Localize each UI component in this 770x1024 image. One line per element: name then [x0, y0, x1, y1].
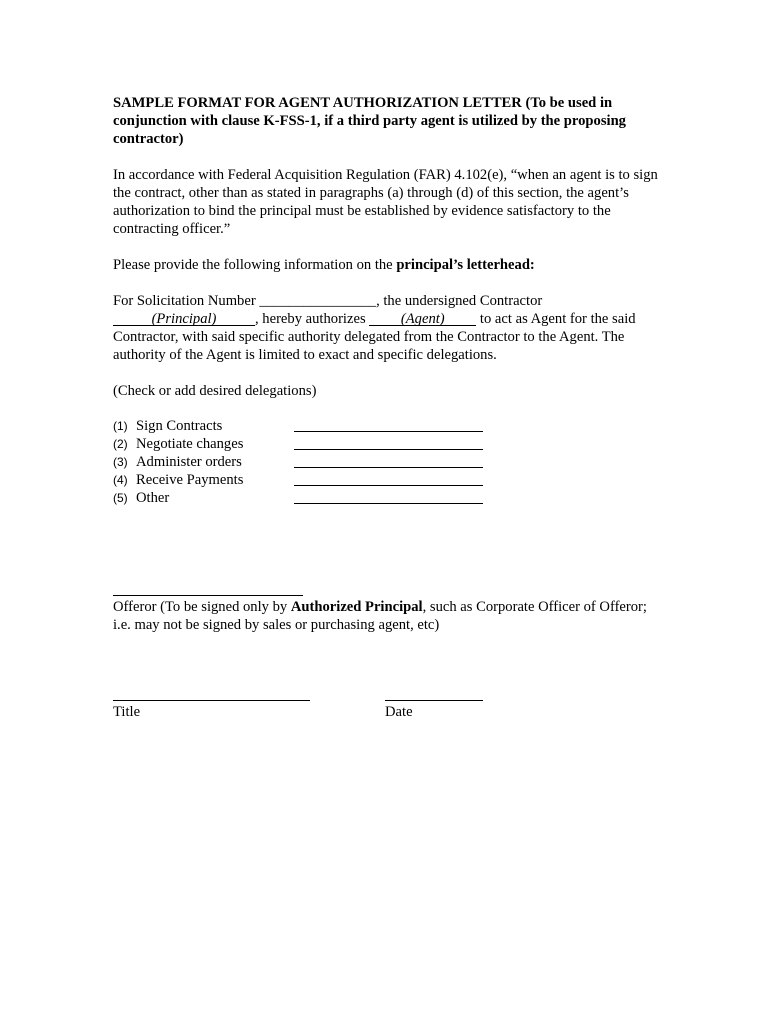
principal-blank: (Principal): [113, 310, 255, 328]
letterhead-instruction: [113, 256, 658, 274]
check-instruction: (Check or add desired delegations): [113, 383, 317, 399]
offeror-prefix: Offeror (To be signed only by: [113, 599, 291, 615]
delegation-blank-line: [294, 503, 483, 504]
delegation-label: Negotiate changes: [136, 436, 244, 452]
delegation-blank-line: [294, 431, 483, 432]
date-label: Date: [385, 704, 413, 720]
date-signature-line: [385, 686, 483, 701]
offeror-signature-block: [113, 577, 658, 634]
delegation-number: (2): [113, 437, 128, 451]
delegation-number: (4): [113, 473, 128, 487]
delegation-number: (1): [113, 419, 128, 433]
delegation-blank-line: [294, 449, 483, 450]
solicitation-paragraph: [113, 292, 658, 364]
delegation-item: [113, 489, 658, 507]
offeror-caption: [113, 598, 658, 634]
title-date-block: [113, 686, 658, 726]
delegation-list: [113, 417, 658, 507]
delegation-blank-line: [294, 485, 483, 486]
delegation-label: Administer orders: [136, 454, 242, 470]
delegation-item: [113, 417, 658, 435]
far-paragraph: In accordance with Federal Acquisition Regulation (FAR) 4.102(e), “when an agent is to sign the contract, other than as stated in paragraphs (a) through (d) of this section, the agent’s authorization to bind the principal must be established by evidence satisfactory to the contracting officer.”: [113, 167, 658, 237]
title-label: Title: [113, 704, 141, 720]
solicitation-part1: For Solicitation Number ________________, the undersigned Contractor: [113, 293, 543, 309]
title-signature-line: [113, 686, 310, 701]
offeror-bold: Authorized Principal: [290, 599, 423, 615]
letter-body: [113, 94, 658, 522]
delegation-label: Other: [136, 490, 170, 506]
delegation-number: (3): [113, 455, 128, 469]
offeror-suffix: , such as Corporate Officer of Offeror; i.e. may not be signed by sales or purchasing agent, etc): [113, 599, 647, 633]
delegation-item: [113, 471, 658, 489]
delegation-item: [113, 453, 658, 471]
document-heading: SAMPLE FORMAT FOR AGENT AUTHORIZATION LETTER (To be used in conjunction with clause K-FSS-1, if a third party agent is utilized by the proposing contractor): [113, 95, 626, 147]
letterhead-bold: principal’s letterhead:: [396, 257, 535, 273]
delegation-label: Receive Payments: [136, 472, 244, 488]
letterhead-prefix: Please provide the following information on the: [113, 257, 397, 273]
delegation-blank-line: [294, 467, 483, 468]
delegation-item: [113, 435, 658, 453]
delegation-label: Sign Contracts: [136, 418, 223, 434]
agent-blank: (Agent): [369, 310, 476, 328]
solicitation-part2: , hereby authorizes: [255, 311, 370, 327]
offeror-signature-line: [113, 577, 303, 596]
delegation-number: (5): [113, 491, 128, 505]
solicitation-part3: to act as Agent for the said Contractor, with said specific authority delegated from the Contractor to the Agent. The authority of the Agent is limited to exact and specific delegations.: [113, 311, 636, 363]
